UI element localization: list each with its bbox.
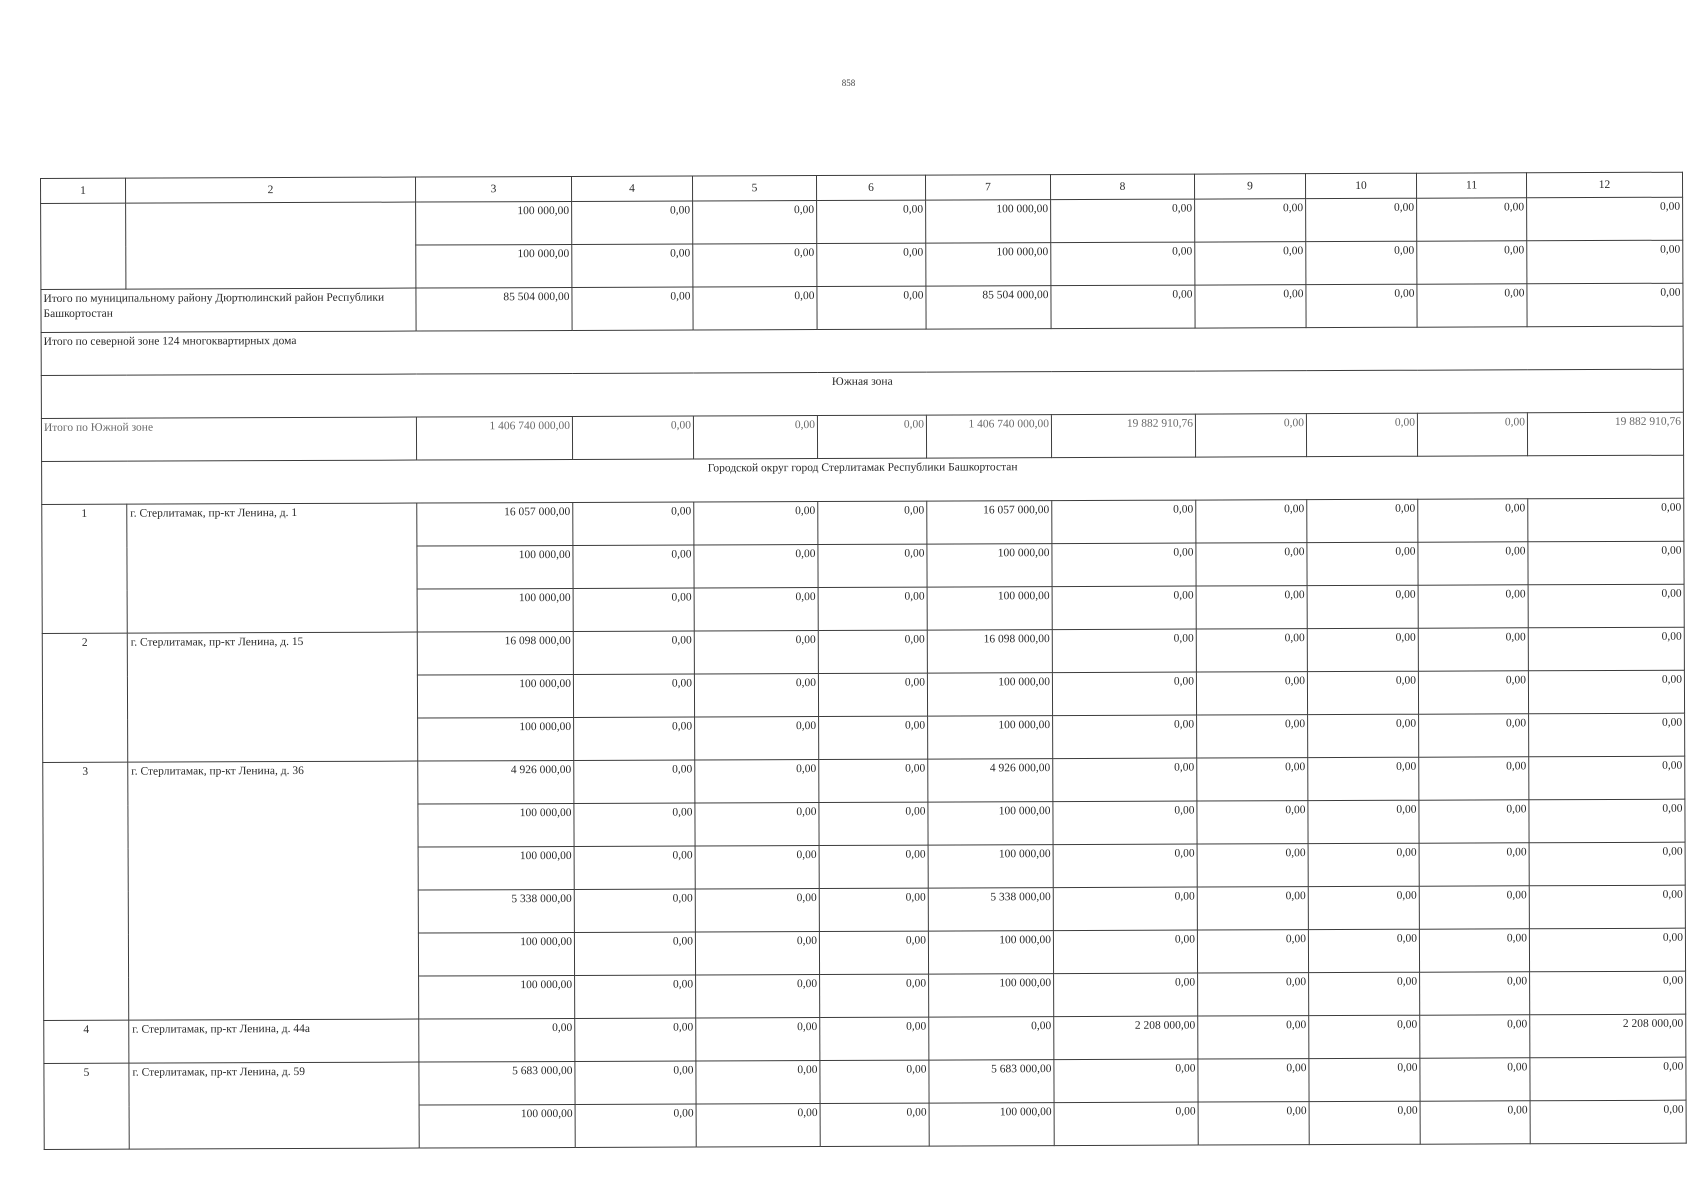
value-cell-col4: 0,00 bbox=[575, 975, 696, 1018]
value-cell-col5: 0,00 bbox=[694, 502, 818, 545]
column-header-6: 6 bbox=[816, 175, 925, 200]
value-cell-col8: 0,00 bbox=[1052, 586, 1196, 630]
value-cell-col7: 100 000,00 bbox=[928, 802, 1053, 845]
value-cell-col8: 0,00 bbox=[1053, 887, 1197, 931]
house-index: 2 bbox=[42, 633, 127, 762]
value-cell-col6: 0,00 bbox=[820, 1103, 929, 1146]
value-cell-col12: 0,00 bbox=[1530, 1100, 1686, 1144]
value-cell-col4: 0,00 bbox=[572, 416, 693, 459]
value-cell-col4: 0,00 bbox=[573, 502, 694, 545]
value-cell-col8: 0,00 bbox=[1054, 973, 1198, 1017]
value-cell-col9: 0,00 bbox=[1197, 801, 1308, 844]
value-cell-col4: 0,00 bbox=[573, 545, 694, 588]
value-cell-col4: 0,00 bbox=[575, 1104, 696, 1147]
value-cell-col3: 4 926 000,00 bbox=[418, 760, 574, 804]
value-cell-col5: 0,00 bbox=[695, 889, 819, 932]
city-title: Городской округ город Стерлитамак Республики Башкортостан bbox=[42, 455, 1684, 504]
value-cell-col11: 0,00 bbox=[1418, 542, 1528, 585]
value-cell-col5: 0,00 bbox=[695, 846, 819, 889]
value-cell-col4: 0,00 bbox=[575, 1061, 696, 1104]
value-cell-col5: 0,00 bbox=[694, 674, 818, 717]
value-cell-col12: 0,00 bbox=[1528, 498, 1684, 542]
value-cell-col10: 0,00 bbox=[1308, 929, 1419, 972]
value-cell-col12: 0,00 bbox=[1528, 627, 1684, 671]
house-address: г. Стерлитамак, пр-кт Ленина, д. 1 bbox=[127, 503, 417, 633]
value-cell-col6: 0,00 bbox=[820, 1017, 929, 1060]
value-cell-col9: 0,00 bbox=[1198, 973, 1309, 1016]
value-cell-col10: 0,00 bbox=[1307, 499, 1418, 542]
value-cell-col12: 0,00 bbox=[1529, 713, 1685, 757]
value-cell-col8: 0,00 bbox=[1051, 199, 1195, 243]
value-cell-col3: 5 338 000,00 bbox=[418, 889, 574, 933]
house-index: 4 bbox=[44, 1020, 129, 1063]
value-cell-col4: 0,00 bbox=[574, 932, 695, 975]
value-cell-col12: 0,00 bbox=[1530, 1057, 1686, 1101]
value-cell-col11: 0,00 bbox=[1417, 413, 1527, 456]
table-row bbox=[41, 197, 1683, 246]
value-cell-col12: 19 882 910,76 bbox=[1527, 412, 1683, 456]
value-cell-col5: 0,00 bbox=[696, 975, 820, 1018]
financing-table bbox=[40, 172, 1687, 1150]
value-cell-col5: 0,00 bbox=[694, 588, 818, 631]
value-cell-col6: 0,00 bbox=[819, 845, 928, 888]
value-cell-col8: 0,00 bbox=[1053, 801, 1197, 845]
column-header-9: 9 bbox=[1194, 174, 1305, 199]
column-header-1: 1 bbox=[41, 178, 126, 203]
value-cell-col9: 0,00 bbox=[1198, 1016, 1309, 1059]
value-cell-col9: 0,00 bbox=[1195, 414, 1306, 457]
value-cell-col10: 0,00 bbox=[1308, 886, 1419, 929]
value-cell-col9: 0,00 bbox=[1195, 199, 1306, 242]
value-cell-col8: 0,00 bbox=[1052, 672, 1196, 716]
value-cell-col6: 0,00 bbox=[819, 888, 928, 931]
value-cell-col4: 0,00 bbox=[572, 201, 693, 244]
document-sheet bbox=[40, 172, 1686, 1150]
value-cell-col10: 0,00 bbox=[1309, 1101, 1420, 1144]
house-index: 3 bbox=[43, 762, 129, 1020]
value-cell-col9: 0,00 bbox=[1197, 844, 1308, 887]
value-cell-col7: 100 000,00 bbox=[928, 716, 1053, 759]
value-cell-col11: 0,00 bbox=[1418, 671, 1528, 714]
value-cell-col9: 0,00 bbox=[1198, 1059, 1309, 1102]
value-cell-col3: 100 000,00 bbox=[417, 545, 573, 589]
value-cell-col9: 0,00 bbox=[1197, 887, 1308, 930]
value-cell-col4: 0,00 bbox=[575, 1018, 696, 1061]
value-cell-col10: 0,00 bbox=[1309, 972, 1420, 1015]
value-cell-col8: 0,00 bbox=[1052, 500, 1196, 544]
value-cell-col8: 2 208 000,00 bbox=[1054, 1016, 1198, 1060]
column-header-5: 5 bbox=[692, 176, 816, 201]
value-cell-col5: 0,00 bbox=[696, 1061, 820, 1104]
value-cell-col12: 0,00 bbox=[1527, 283, 1683, 327]
table-row bbox=[42, 498, 1684, 547]
value-cell-col8: 0,00 bbox=[1053, 758, 1197, 802]
value-cell-col6: 0,00 bbox=[818, 587, 927, 630]
value-cell-col6: 0,00 bbox=[819, 759, 928, 802]
value-cell-col8: 0,00 bbox=[1051, 242, 1195, 286]
value-cell-col6: 0,00 bbox=[817, 415, 926, 458]
value-cell-col7: 4 926 000,00 bbox=[928, 759, 1053, 802]
value-cell-col4: 0,00 bbox=[573, 631, 694, 674]
value-cell-col11: 0,00 bbox=[1418, 499, 1528, 542]
value-cell-col5: 0,00 bbox=[695, 717, 819, 760]
value-cell-col7: 100 000,00 bbox=[928, 931, 1053, 974]
value-cell-col6: 0,00 bbox=[817, 200, 926, 243]
value-cell-col11: 0,00 bbox=[1420, 1058, 1530, 1101]
value-cell-col3: 1 406 740 000,00 bbox=[416, 416, 572, 460]
value-cell-col12: 0,00 bbox=[1529, 756, 1685, 800]
value-cell-col3: 16 057 000,00 bbox=[417, 502, 573, 546]
address-cell bbox=[126, 202, 416, 289]
value-cell-col11: 0,00 bbox=[1419, 929, 1529, 972]
value-cell-col6: 0,00 bbox=[819, 931, 928, 974]
value-cell-col4: 0,00 bbox=[573, 588, 694, 631]
value-cell-col11: 0,00 bbox=[1419, 714, 1529, 757]
district-total-row bbox=[41, 283, 1683, 332]
value-cell-col7: 5 683 000,00 bbox=[929, 1060, 1054, 1103]
value-cell-col12: 0,00 bbox=[1528, 541, 1684, 585]
value-cell-col3: 100 000,00 bbox=[419, 975, 575, 1019]
value-cell-col3: 85 504 000,00 bbox=[416, 287, 572, 331]
table-row bbox=[43, 756, 1685, 805]
value-cell-col10: 0,00 bbox=[1306, 198, 1417, 241]
house-address: г. Стерлитамак, пр-кт Ленина, д. 36 bbox=[128, 761, 419, 1020]
value-cell-col3: 5 683 000,00 bbox=[419, 1061, 575, 1105]
value-cell-col3: 100 000,00 bbox=[417, 674, 573, 718]
value-cell-col7: 100 000,00 bbox=[927, 673, 1052, 716]
value-cell-col6: 0,00 bbox=[818, 630, 927, 673]
value-cell-col4: 0,00 bbox=[574, 717, 695, 760]
value-cell-col10: 0,00 bbox=[1307, 585, 1418, 628]
value-cell-col7: 100 000,00 bbox=[929, 1103, 1054, 1146]
value-cell-col11: 0,00 bbox=[1419, 843, 1529, 886]
value-cell-col7: 5 338 000,00 bbox=[928, 888, 1053, 931]
value-cell-col5: 0,00 bbox=[696, 1104, 820, 1147]
value-cell-col3: 100 000,00 bbox=[416, 244, 572, 288]
value-cell-col7: 0,00 bbox=[929, 1017, 1054, 1060]
value-cell-col7: 100 000,00 bbox=[926, 200, 1051, 243]
value-cell-col6: 0,00 bbox=[819, 802, 928, 845]
house-index: 1 bbox=[42, 504, 127, 633]
column-header-11: 11 bbox=[1416, 173, 1526, 198]
value-cell-col7: 100 000,00 bbox=[928, 845, 1053, 888]
value-cell-col5: 0,00 bbox=[696, 1018, 820, 1061]
value-cell-col10: 0,00 bbox=[1307, 542, 1418, 585]
value-cell-col10: 0,00 bbox=[1307, 671, 1418, 714]
value-cell-col10: 0,00 bbox=[1308, 757, 1419, 800]
value-cell-col12: 2 208 000,00 bbox=[1530, 1014, 1686, 1058]
value-cell-col5: 0,00 bbox=[695, 932, 819, 975]
value-cell-col11: 0,00 bbox=[1417, 198, 1527, 241]
value-cell-col8: 0,00 bbox=[1053, 715, 1197, 759]
value-cell-col6: 0,00 bbox=[818, 544, 927, 587]
value-cell-col3: 16 098 000,00 bbox=[417, 631, 573, 675]
value-cell-col11: 0,00 bbox=[1419, 886, 1529, 929]
value-cell-col6: 0,00 bbox=[819, 716, 928, 759]
value-cell-col8: 0,00 bbox=[1052, 629, 1196, 673]
value-cell-col10: 0,00 bbox=[1309, 1058, 1420, 1101]
value-cell-col4: 0,00 bbox=[574, 803, 695, 846]
value-cell-col5: 0,00 bbox=[693, 416, 817, 459]
south-zone-title: Южная зона bbox=[41, 369, 1683, 418]
value-cell-col12: 0,00 bbox=[1527, 240, 1683, 284]
index-cell bbox=[41, 203, 126, 289]
value-cell-col5: 0,00 bbox=[695, 760, 819, 803]
value-cell-col3: 100 000,00 bbox=[419, 1104, 575, 1148]
value-cell-col7: 16 098 000,00 bbox=[927, 630, 1052, 673]
column-header-2: 2 bbox=[126, 177, 416, 203]
value-cell-col8: 0,00 bbox=[1053, 844, 1197, 888]
value-cell-col12: 0,00 bbox=[1529, 885, 1685, 929]
district-total-label: Итого по муниципальному району Дюртюлинский район Республики Башкортостан bbox=[41, 288, 416, 332]
value-cell-col10: 0,00 bbox=[1308, 843, 1419, 886]
value-cell-col12: 0,00 bbox=[1528, 670, 1684, 714]
value-cell-col5: 0,00 bbox=[693, 287, 817, 330]
value-cell-col4: 0,00 bbox=[573, 674, 694, 717]
value-cell-col3: 0,00 bbox=[419, 1018, 575, 1062]
value-cell-col11: 0,00 bbox=[1417, 284, 1527, 327]
value-cell-col5: 0,00 bbox=[695, 803, 819, 846]
house-address: г. Стерлитамак, пр-кт Ленина, д. 44а bbox=[129, 1019, 419, 1063]
value-cell-col9: 0,00 bbox=[1195, 285, 1306, 328]
value-cell-col11: 0,00 bbox=[1420, 1015, 1530, 1058]
north-total-label: Итого по северной зоне 124 многоквартирных дома bbox=[41, 326, 1683, 375]
value-cell-col11: 0,00 bbox=[1420, 972, 1530, 1015]
value-cell-col8: 0,00 bbox=[1051, 285, 1195, 329]
south-total-label: Итого по Южной зоне bbox=[41, 417, 416, 461]
table-row bbox=[42, 627, 1684, 676]
value-cell-col5: 0,00 bbox=[694, 545, 818, 588]
value-cell-col10: 0,00 bbox=[1307, 628, 1418, 671]
value-cell-col4: 0,00 bbox=[572, 244, 693, 287]
value-cell-col11: 0,00 bbox=[1418, 585, 1528, 628]
column-header-4: 4 bbox=[571, 176, 692, 201]
table-row bbox=[44, 1057, 1686, 1106]
house-index: 5 bbox=[44, 1063, 129, 1149]
value-cell-col8: 0,00 bbox=[1053, 930, 1197, 974]
value-cell-col8: 0,00 bbox=[1052, 543, 1196, 587]
value-cell-col6: 0,00 bbox=[817, 243, 926, 286]
value-cell-col8: 0,00 bbox=[1054, 1102, 1198, 1146]
value-cell-col9: 0,00 bbox=[1196, 543, 1307, 586]
value-cell-col6: 0,00 bbox=[817, 286, 926, 329]
value-cell-col4: 0,00 bbox=[572, 287, 693, 330]
value-cell-col9: 0,00 bbox=[1197, 758, 1308, 801]
column-header-12: 12 bbox=[1526, 172, 1682, 198]
value-cell-col9: 0,00 bbox=[1196, 500, 1307, 543]
column-header-7: 7 bbox=[925, 175, 1050, 200]
value-cell-col9: 0,00 bbox=[1197, 930, 1308, 973]
value-cell-col11: 0,00 bbox=[1419, 757, 1529, 800]
value-cell-col9: 0,00 bbox=[1196, 586, 1307, 629]
value-cell-col7: 100 000,00 bbox=[929, 974, 1054, 1017]
value-cell-col11: 0,00 bbox=[1419, 800, 1529, 843]
value-cell-col4: 0,00 bbox=[574, 760, 695, 803]
south-zone-title-row bbox=[41, 369, 1683, 418]
column-header-8: 8 bbox=[1050, 174, 1194, 200]
table-body bbox=[41, 172, 1687, 1149]
value-cell-col9: 0,00 bbox=[1196, 672, 1307, 715]
column-header-10: 10 bbox=[1305, 173, 1416, 198]
value-cell-col4: 0,00 bbox=[574, 889, 695, 932]
house-address: г. Стерлитамак, пр-кт Ленина, д. 59 bbox=[129, 1062, 419, 1149]
value-cell-col9: 0,00 bbox=[1198, 1102, 1309, 1145]
value-cell-col5: 0,00 bbox=[693, 244, 817, 287]
value-cell-col7: 100 000,00 bbox=[926, 243, 1051, 286]
table-row bbox=[44, 1014, 1686, 1063]
value-cell-col10: 0,00 bbox=[1308, 800, 1419, 843]
value-cell-col10: 0,00 bbox=[1306, 241, 1417, 284]
value-cell-col6: 0,00 bbox=[820, 974, 929, 1017]
value-cell-col7: 100 000,00 bbox=[927, 587, 1052, 630]
value-cell-col9: 0,00 bbox=[1195, 242, 1306, 285]
value-cell-col10: 0,00 bbox=[1306, 284, 1417, 327]
value-cell-col3: 100 000,00 bbox=[416, 201, 572, 245]
house-address: г. Стерлитамак, пр-кт Ленина, д. 15 bbox=[127, 632, 417, 762]
value-cell-col10: 0,00 bbox=[1309, 1015, 1420, 1058]
page-number: 858 bbox=[841, 78, 856, 88]
value-cell-col12: 0,00 bbox=[1529, 842, 1685, 886]
city-title-row bbox=[42, 455, 1684, 504]
value-cell-col9: 0,00 bbox=[1196, 629, 1307, 672]
value-cell-col8: 0,00 bbox=[1054, 1059, 1198, 1103]
value-cell-col9: 0,00 bbox=[1197, 715, 1308, 758]
value-cell-col10: 0,00 bbox=[1306, 413, 1417, 456]
value-cell-col7: 85 504 000,00 bbox=[926, 286, 1051, 329]
south-total-row bbox=[41, 412, 1683, 461]
value-cell-col5: 0,00 bbox=[693, 201, 817, 244]
value-cell-col12: 0,00 bbox=[1527, 197, 1683, 241]
value-cell-col5: 0,00 bbox=[694, 631, 818, 674]
value-cell-col3: 100 000,00 bbox=[418, 846, 574, 890]
value-cell-col8: 19 882 910,76 bbox=[1051, 414, 1195, 458]
column-header-3: 3 bbox=[415, 176, 571, 202]
value-cell-col6: 0,00 bbox=[820, 1060, 929, 1103]
value-cell-col7: 100 000,00 bbox=[927, 544, 1052, 587]
value-cell-col7: 16 057 000,00 bbox=[927, 501, 1052, 544]
value-cell-col11: 0,00 bbox=[1417, 241, 1527, 284]
value-cell-col3: 100 000,00 bbox=[418, 932, 574, 976]
value-cell-col10: 0,00 bbox=[1308, 714, 1419, 757]
value-cell-col7: 1 406 740 000,00 bbox=[926, 415, 1051, 458]
value-cell-col11: 0,00 bbox=[1418, 628, 1528, 671]
value-cell-col4: 0,00 bbox=[574, 846, 695, 889]
value-cell-col6: 0,00 bbox=[818, 501, 927, 544]
value-cell-col3: 100 000,00 bbox=[418, 717, 574, 761]
value-cell-col3: 100 000,00 bbox=[418, 803, 574, 847]
value-cell-col11: 0,00 bbox=[1420, 1101, 1530, 1144]
value-cell-col12: 0,00 bbox=[1529, 928, 1685, 972]
value-cell-col12: 0,00 bbox=[1530, 971, 1686, 1015]
value-cell-col12: 0,00 bbox=[1529, 799, 1685, 843]
value-cell-col3: 100 000,00 bbox=[417, 588, 573, 632]
value-cell-col6: 0,00 bbox=[818, 673, 927, 716]
north-total-row bbox=[41, 326, 1683, 375]
value-cell-col12: 0,00 bbox=[1528, 584, 1684, 628]
